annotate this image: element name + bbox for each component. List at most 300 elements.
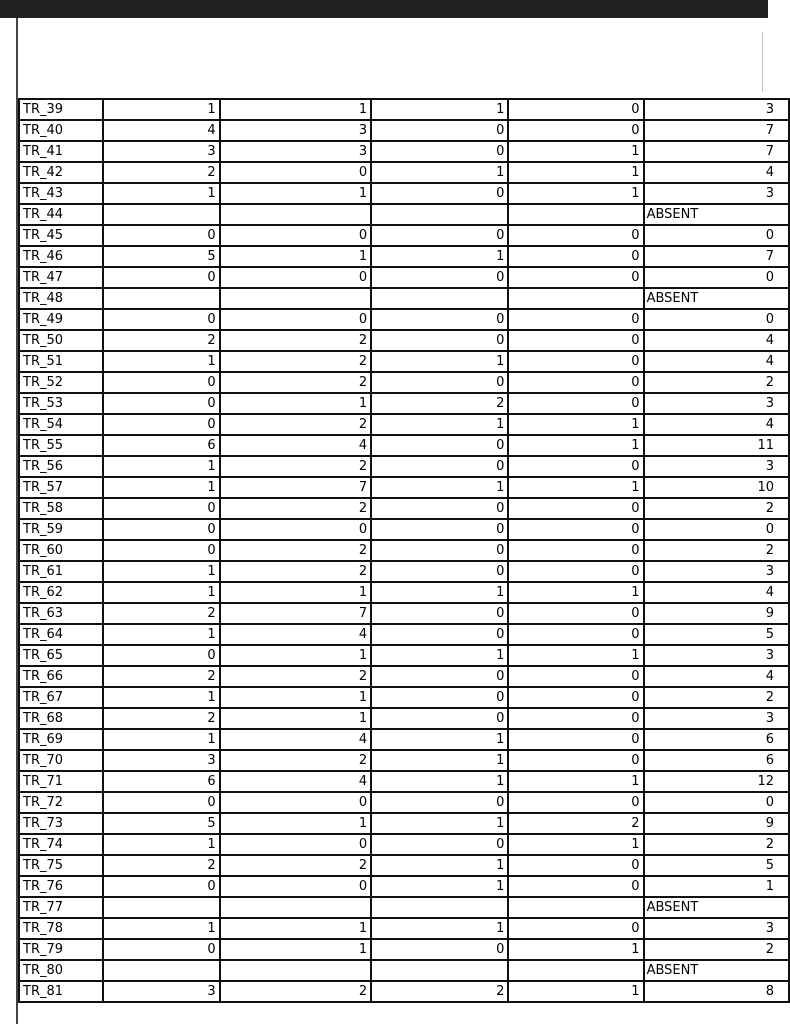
- value-cell: 1: [371, 582, 508, 603]
- value-cell: 2: [371, 981, 508, 1002]
- empty-cell: [508, 288, 643, 309]
- row-id-cell: TR_69: [19, 729, 103, 750]
- value-cell: 0: [103, 414, 220, 435]
- total-cell: 7: [644, 246, 789, 267]
- total-cell: 9: [644, 813, 789, 834]
- value-cell: 1: [371, 162, 508, 183]
- total-cell: 10: [644, 477, 789, 498]
- value-cell: 1: [371, 729, 508, 750]
- table-row: [19, 540, 789, 561]
- table-row: [19, 771, 789, 792]
- value-cell: 0: [371, 267, 508, 288]
- value-cell: 2: [103, 708, 220, 729]
- value-cell: 0: [371, 183, 508, 204]
- row-id-cell: TR_70: [19, 750, 103, 771]
- value-cell: 3: [220, 120, 372, 141]
- value-cell: 0: [508, 225, 643, 246]
- value-cell: 0: [103, 267, 220, 288]
- table-row: [19, 897, 789, 918]
- value-cell: 4: [103, 120, 220, 141]
- value-cell: 0: [103, 540, 220, 561]
- value-cell: 0: [103, 792, 220, 813]
- empty-cell: [220, 288, 372, 309]
- value-cell: 2: [220, 561, 372, 582]
- value-cell: 5: [103, 813, 220, 834]
- value-cell: 1: [508, 477, 643, 498]
- value-cell: 3: [220, 141, 372, 162]
- table-row: [19, 162, 789, 183]
- row-id-cell: TR_75: [19, 855, 103, 876]
- row-id-cell: TR_56: [19, 456, 103, 477]
- table-row: [19, 813, 789, 834]
- row-id-cell: TR_73: [19, 813, 103, 834]
- value-cell: 0: [508, 246, 643, 267]
- value-cell: 4: [220, 771, 372, 792]
- value-cell: 0: [371, 309, 508, 330]
- value-cell: 1: [508, 435, 643, 456]
- value-cell: 1: [220, 645, 372, 666]
- value-cell: 3: [103, 141, 220, 162]
- row-id-cell: TR_49: [19, 309, 103, 330]
- total-cell: 2: [644, 498, 789, 519]
- row-id-cell: TR_41: [19, 141, 103, 162]
- table-row: [19, 99, 789, 120]
- row-id-cell: TR_65: [19, 645, 103, 666]
- value-cell: 1: [103, 687, 220, 708]
- empty-cell: [371, 204, 508, 225]
- value-cell: 0: [371, 624, 508, 645]
- total-cell: 4: [644, 582, 789, 603]
- row-id-cell: TR_42: [19, 162, 103, 183]
- total-cell: 0: [644, 519, 789, 540]
- value-cell: 1: [220, 99, 372, 120]
- value-cell: 0: [220, 876, 372, 897]
- value-cell: 0: [371, 792, 508, 813]
- value-cell: 0: [371, 141, 508, 162]
- row-id-cell: TR_59: [19, 519, 103, 540]
- value-cell: 1: [220, 939, 372, 960]
- absent-label: ABSENT: [644, 288, 789, 309]
- value-cell: 0: [220, 225, 372, 246]
- value-cell: 0: [508, 330, 643, 351]
- value-cell: 0: [103, 519, 220, 540]
- value-cell: 1: [220, 687, 372, 708]
- row-id-cell: TR_57: [19, 477, 103, 498]
- table-row: [19, 855, 789, 876]
- table-row: [19, 561, 789, 582]
- table-row: [19, 582, 789, 603]
- total-cell: 3: [644, 183, 789, 204]
- value-cell: 0: [371, 456, 508, 477]
- table-row: [19, 981, 789, 1002]
- row-id-cell: TR_79: [19, 939, 103, 960]
- total-cell: 0: [644, 225, 789, 246]
- value-cell: 1: [371, 414, 508, 435]
- value-cell: 7: [220, 477, 372, 498]
- value-cell: 1: [220, 918, 372, 939]
- value-cell: 3: [103, 750, 220, 771]
- value-cell: 0: [103, 876, 220, 897]
- value-cell: 1: [371, 876, 508, 897]
- total-cell: 3: [644, 456, 789, 477]
- empty-cell: [103, 960, 220, 981]
- table-row: [19, 372, 789, 393]
- empty-cell: [508, 960, 643, 981]
- value-cell: 1: [103, 624, 220, 645]
- table-row: [19, 792, 789, 813]
- row-id-cell: TR_62: [19, 582, 103, 603]
- value-cell: 0: [371, 519, 508, 540]
- value-cell: 1: [371, 855, 508, 876]
- absent-label: ABSENT: [644, 897, 789, 918]
- row-id-cell: TR_66: [19, 666, 103, 687]
- value-cell: 6: [103, 771, 220, 792]
- value-cell: 0: [220, 309, 372, 330]
- value-cell: 1: [371, 771, 508, 792]
- table-row: [19, 708, 789, 729]
- row-id-cell: TR_50: [19, 330, 103, 351]
- value-cell: 1: [508, 939, 643, 960]
- table-row: [19, 456, 789, 477]
- total-cell: 5: [644, 855, 789, 876]
- value-cell: 2: [103, 162, 220, 183]
- value-cell: 3: [103, 981, 220, 1002]
- value-cell: 0: [103, 309, 220, 330]
- row-id-cell: TR_58: [19, 498, 103, 519]
- table-row: [19, 183, 789, 204]
- value-cell: 0: [508, 540, 643, 561]
- value-cell: 0: [220, 162, 372, 183]
- empty-cell: [220, 204, 372, 225]
- value-cell: 0: [220, 834, 372, 855]
- total-cell: 4: [644, 330, 789, 351]
- value-cell: 5: [103, 246, 220, 267]
- row-id-cell: TR_53: [19, 393, 103, 414]
- value-cell: 1: [220, 582, 372, 603]
- value-cell: 2: [220, 330, 372, 351]
- table-row: [19, 141, 789, 162]
- empty-cell: [103, 204, 220, 225]
- table-row: [19, 204, 789, 225]
- value-cell: 0: [508, 603, 643, 624]
- row-id-cell: TR_55: [19, 435, 103, 456]
- total-cell: 12: [644, 771, 789, 792]
- empty-cell: [371, 897, 508, 918]
- value-cell: 1: [371, 813, 508, 834]
- value-cell: 0: [508, 309, 643, 330]
- value-cell: 0: [220, 267, 372, 288]
- total-cell: 6: [644, 750, 789, 771]
- total-cell: 3: [644, 645, 789, 666]
- row-id-cell: TR_63: [19, 603, 103, 624]
- table-row: [19, 498, 789, 519]
- table-row: [19, 351, 789, 372]
- row-id-cell: TR_54: [19, 414, 103, 435]
- value-cell: 0: [103, 939, 220, 960]
- value-cell: 0: [371, 834, 508, 855]
- row-id-cell: TR_71: [19, 771, 103, 792]
- value-cell: 0: [371, 498, 508, 519]
- value-cell: 0: [508, 792, 643, 813]
- value-cell: 1: [371, 750, 508, 771]
- window-top-bar: [0, 0, 768, 18]
- value-cell: 0: [508, 393, 643, 414]
- value-cell: 0: [220, 792, 372, 813]
- value-cell: 1: [103, 183, 220, 204]
- value-cell: 0: [508, 855, 643, 876]
- value-cell: 2: [103, 666, 220, 687]
- table-row: [19, 960, 789, 981]
- value-cell: 0: [508, 666, 643, 687]
- value-cell: 0: [371, 708, 508, 729]
- row-id-cell: TR_61: [19, 561, 103, 582]
- value-cell: 7: [220, 603, 372, 624]
- row-id-cell: TR_68: [19, 708, 103, 729]
- row-id-cell: TR_76: [19, 876, 103, 897]
- empty-cell: [508, 204, 643, 225]
- value-cell: 1: [103, 351, 220, 372]
- value-cell: 4: [220, 729, 372, 750]
- total-cell: 8: [644, 981, 789, 1002]
- row-id-cell: TR_52: [19, 372, 103, 393]
- row-id-cell: TR_45: [19, 225, 103, 246]
- value-cell: 1: [103, 729, 220, 750]
- scores-table: [18, 98, 790, 1003]
- value-cell: 2: [508, 813, 643, 834]
- scores-table-body: [19, 99, 789, 1002]
- total-cell: 9: [644, 603, 789, 624]
- row-id-cell: TR_81: [19, 981, 103, 1002]
- value-cell: 1: [103, 918, 220, 939]
- empty-cell: [220, 960, 372, 981]
- row-id-cell: TR_72: [19, 792, 103, 813]
- value-cell: 0: [371, 540, 508, 561]
- table-row: [19, 477, 789, 498]
- table-row: [19, 330, 789, 351]
- value-cell: 0: [371, 687, 508, 708]
- value-cell: 1: [103, 582, 220, 603]
- total-cell: 1: [644, 876, 789, 897]
- row-id-cell: TR_48: [19, 288, 103, 309]
- table-row: [19, 519, 789, 540]
- value-cell: 1: [508, 582, 643, 603]
- value-cell: 0: [508, 624, 643, 645]
- page-edge-line: [762, 32, 763, 92]
- row-id-cell: TR_39: [19, 99, 103, 120]
- value-cell: 1: [103, 561, 220, 582]
- value-cell: 1: [371, 351, 508, 372]
- value-cell: 1: [103, 477, 220, 498]
- value-cell: 0: [371, 561, 508, 582]
- value-cell: 1: [371, 645, 508, 666]
- row-id-cell: TR_40: [19, 120, 103, 141]
- row-id-cell: TR_43: [19, 183, 103, 204]
- value-cell: 0: [508, 729, 643, 750]
- table-row: [19, 288, 789, 309]
- value-cell: 0: [508, 99, 643, 120]
- total-cell: 4: [644, 666, 789, 687]
- row-id-cell: TR_44: [19, 204, 103, 225]
- value-cell: 2: [220, 855, 372, 876]
- value-cell: 0: [371, 939, 508, 960]
- value-cell: 1: [371, 477, 508, 498]
- value-cell: 0: [508, 519, 643, 540]
- value-cell: 2: [103, 603, 220, 624]
- absent-label: ABSENT: [644, 204, 789, 225]
- value-cell: 0: [508, 498, 643, 519]
- value-cell: 2: [220, 498, 372, 519]
- value-cell: 1: [220, 246, 372, 267]
- value-cell: 2: [220, 414, 372, 435]
- total-cell: 11: [644, 435, 789, 456]
- value-cell: 0: [508, 120, 643, 141]
- total-cell: 2: [644, 687, 789, 708]
- total-cell: 2: [644, 540, 789, 561]
- value-cell: 1: [220, 813, 372, 834]
- value-cell: 0: [371, 666, 508, 687]
- table-row: [19, 687, 789, 708]
- total-cell: 7: [644, 120, 789, 141]
- value-cell: 0: [508, 456, 643, 477]
- value-cell: 1: [371, 99, 508, 120]
- value-cell: 1: [103, 99, 220, 120]
- value-cell: 0: [508, 708, 643, 729]
- total-cell: 3: [644, 561, 789, 582]
- value-cell: 0: [508, 372, 643, 393]
- value-cell: 4: [220, 624, 372, 645]
- value-cell: 1: [508, 771, 643, 792]
- value-cell: 1: [508, 645, 643, 666]
- total-cell: 0: [644, 309, 789, 330]
- value-cell: 2: [220, 540, 372, 561]
- value-cell: 0: [220, 519, 372, 540]
- value-cell: 1: [371, 246, 508, 267]
- row-id-cell: TR_80: [19, 960, 103, 981]
- total-cell: 2: [644, 834, 789, 855]
- value-cell: 1: [508, 141, 643, 162]
- table-row: [19, 834, 789, 855]
- value-cell: 0: [508, 918, 643, 939]
- value-cell: 0: [103, 645, 220, 666]
- table-row: [19, 939, 789, 960]
- row-id-cell: TR_51: [19, 351, 103, 372]
- total-cell: 6: [644, 729, 789, 750]
- row-id-cell: TR_64: [19, 624, 103, 645]
- table-row: [19, 225, 789, 246]
- table-row: [19, 414, 789, 435]
- row-id-cell: TR_47: [19, 267, 103, 288]
- total-cell: 4: [644, 414, 789, 435]
- value-cell: 1: [220, 183, 372, 204]
- value-cell: 0: [371, 330, 508, 351]
- value-cell: 1: [220, 393, 372, 414]
- value-cell: 1: [508, 981, 643, 1002]
- value-cell: 0: [103, 498, 220, 519]
- value-cell: 0: [103, 372, 220, 393]
- value-cell: 0: [508, 687, 643, 708]
- value-cell: 0: [103, 393, 220, 414]
- empty-cell: [220, 897, 372, 918]
- table-row: [19, 750, 789, 771]
- value-cell: 0: [508, 561, 643, 582]
- empty-cell: [371, 960, 508, 981]
- value-cell: 0: [371, 225, 508, 246]
- total-cell: 3: [644, 918, 789, 939]
- value-cell: 6: [103, 435, 220, 456]
- value-cell: 0: [371, 372, 508, 393]
- total-cell: 5: [644, 624, 789, 645]
- table-row: [19, 729, 789, 750]
- value-cell: 1: [103, 834, 220, 855]
- value-cell: 2: [220, 372, 372, 393]
- row-id-cell: TR_77: [19, 897, 103, 918]
- value-cell: 0: [371, 603, 508, 624]
- table-row: [19, 393, 789, 414]
- value-cell: 0: [371, 120, 508, 141]
- total-cell: 4: [644, 351, 789, 372]
- table-row: [19, 120, 789, 141]
- value-cell: 2: [220, 666, 372, 687]
- value-cell: 2: [220, 456, 372, 477]
- empty-cell: [371, 288, 508, 309]
- row-id-cell: TR_67: [19, 687, 103, 708]
- value-cell: 0: [371, 435, 508, 456]
- value-cell: 4: [220, 435, 372, 456]
- total-cell: 3: [644, 393, 789, 414]
- total-cell: 0: [644, 792, 789, 813]
- value-cell: 2: [220, 351, 372, 372]
- row-id-cell: TR_60: [19, 540, 103, 561]
- table-row: [19, 624, 789, 645]
- total-cell: 2: [644, 939, 789, 960]
- value-cell: 0: [508, 267, 643, 288]
- table-row: [19, 246, 789, 267]
- row-id-cell: TR_74: [19, 834, 103, 855]
- table-row: [19, 876, 789, 897]
- value-cell: 2: [103, 855, 220, 876]
- value-cell: 0: [508, 750, 643, 771]
- table-row: [19, 603, 789, 624]
- table-row: [19, 435, 789, 456]
- table-row: [19, 645, 789, 666]
- value-cell: 2: [103, 330, 220, 351]
- value-cell: 1: [103, 456, 220, 477]
- table-row: [19, 309, 789, 330]
- empty-cell: [103, 897, 220, 918]
- value-cell: 1: [508, 162, 643, 183]
- table-row: [19, 918, 789, 939]
- value-cell: 1: [508, 414, 643, 435]
- table-row: [19, 267, 789, 288]
- value-cell: 0: [103, 225, 220, 246]
- absent-label: ABSENT: [644, 960, 789, 981]
- row-id-cell: TR_46: [19, 246, 103, 267]
- empty-cell: [103, 288, 220, 309]
- value-cell: 2: [371, 393, 508, 414]
- value-cell: 1: [371, 918, 508, 939]
- value-cell: 0: [508, 876, 643, 897]
- empty-cell: [508, 897, 643, 918]
- value-cell: 1: [220, 708, 372, 729]
- total-cell: 7: [644, 141, 789, 162]
- value-cell: 2: [220, 750, 372, 771]
- row-id-cell: TR_78: [19, 918, 103, 939]
- total-cell: 3: [644, 99, 789, 120]
- total-cell: 4: [644, 162, 789, 183]
- total-cell: 0: [644, 267, 789, 288]
- value-cell: 2: [220, 981, 372, 1002]
- total-cell: 3: [644, 708, 789, 729]
